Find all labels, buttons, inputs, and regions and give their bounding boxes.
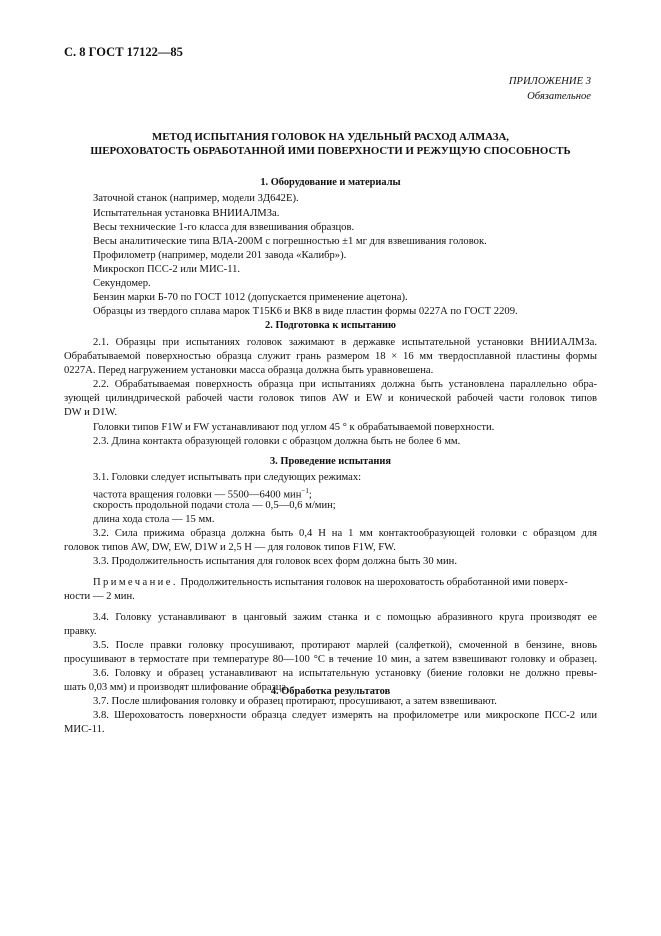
paragraph-2-1: 2.1. Образцы при испытаниях головок зажимают в державке испытательной установки ВНИИАЛМЗа. <box>93 337 597 348</box>
paragraph-3-5: 3.5. После правки головку просушивают, протирают марлей (салфеткой), смоченной в бензине, вновь <box>93 640 597 651</box>
paragraph-3-6: 3.6. Головку и образец устанавливают на испытательную установку (биение головки не должно превы- <box>93 668 597 679</box>
document-title-line-1: МЕТОД ИСПЫТАНИЯ ГОЛОВОК НА УДЕЛЬНЫЙ РАСХОД АЛМАЗА, <box>152 131 509 143</box>
appendix-status: Обязательное <box>527 91 591 102</box>
paragraph-2-2: DW и D1W. <box>64 407 118 418</box>
section-heading-1: 1. Оборудование и материалы <box>260 177 401 188</box>
paragraph-3-8: 3.8. Шероховатость поверхности образца следует измерять на профилометре или микроскопе ПСС-2 или <box>93 710 597 721</box>
page-header: С. 8 ГОСТ 17122—85 <box>64 45 183 59</box>
paragraph-3-8: МИС-11. <box>64 724 105 735</box>
paragraph-2-3: 2.3. Длина контакта образующей головки с образцом должна быть не более 6 мм. <box>93 436 461 447</box>
paragraph-3-2: головок типов AW, DW, EW, D1W и 2,5 Н — для головок типов F1W, FW. <box>64 542 396 553</box>
equipment-item: Профилометр (например, модели 201 завода «Калибр»). <box>93 250 347 261</box>
paragraph-3-7: 3.7. После шлифования головку и образец протирают, просушивают, а затем взвешивают. <box>93 696 497 707</box>
equipment-item: Микроскоп ПСС-2 или МИС-11. <box>93 264 241 275</box>
paragraph-2-1: 0227А. Перед нагружением установки масса образца должна быть уравновешена. <box>64 365 434 376</box>
equipment-item: Бензин марки Б-70 по ГОСТ 1012 (допускается применение ацетона). <box>93 292 408 303</box>
equipment-item: Заточной станок (например, модели 3Д642Е). <box>93 193 299 204</box>
paragraph-2-2: 2.2. Обрабатываемая поверхность образца при испытаниях должна быть установлена параллельно обра- <box>93 379 597 390</box>
paragraph-2-2: зующей цилиндрической рабочей части головок типов AW и EW и конической рабочей части головок типов <box>64 393 597 404</box>
section-heading-2: 2. Подготовка к испытанию <box>265 320 396 331</box>
paragraph-3-1: 3.1. Головки следует испытывать при следующих режимах: <box>93 472 362 483</box>
paragraph-3-4: правку. <box>64 626 97 637</box>
paragraph-3-2: 3.2. Сила прижима образца должна быть 0,4 Н на 1 мм контактообразующей головки с образцом для <box>93 528 597 539</box>
mode-feed-speed: скорость продольной подачи стола — 0,5—0,6 м/мин; <box>93 500 336 511</box>
paragraph-2-2: Головки типов F1W и FW устанавливают под углом 45 ° к обрабатываемой поверхности. <box>93 422 495 433</box>
equipment-item: Испытательная установка ВНИИАЛМЗа. <box>93 208 280 219</box>
paragraph-3-4: 3.4. Головку устанавливают в цанговый зажим станка и с помощью абразивного круга производят ее <box>93 612 597 623</box>
document-title-line-2: ШЕРОХОВАТОСТЬ ОБРАБОТАННОЙ ИМИ ПОВЕРХНОСТИ И РЕЖУЩУЮ СПОСОБНОСТЬ <box>90 145 571 157</box>
mode-stroke-length: длина хода стола — 15 мм. <box>93 514 215 525</box>
equipment-item: Секундомер. <box>93 278 151 289</box>
section-heading-3: 3. Проведение испытания <box>269 456 392 467</box>
equipment-item: Образцы из твердого сплава марок Т15К6 и ВК8 в виде пластин формы 0227А по ГОСТ 2209. <box>93 306 518 317</box>
equipment-item: Весы аналитические типа ВЛА-200М с погрешностью ±1 мг для взвешивания головок. <box>93 236 487 247</box>
paragraph-2-1: Обрабатываемой поверхностью образца служит грань размером 18 × 16 мм твердосплавной пластины формы <box>64 351 597 362</box>
note-line-1: Примечание. Продолжительность испытания головок на шероховатость обработанной ими поверх- <box>93 577 568 588</box>
section-heading-4: 4. Обработка результатов <box>270 686 391 697</box>
equipment-item: Весы технические 1-го класса для взвешивания образцов. <box>93 222 355 233</box>
paragraph-3-6: шать 0,03 мм) и производят шлифование образца. <box>64 682 289 693</box>
note-label: Примечание. <box>93 577 178 588</box>
mode-rotation-frequency: частота вращения головки — 5500—6400 мин$^{-1}$; <box>93 487 312 501</box>
appendix-label: ПРИЛОЖЕНИЕ 3 <box>508 76 591 87</box>
paragraph-3-5: просушивают в термостате при температуре 80—100 °С в течение 10 мин, а затем взвешивают головку и образец. <box>64 654 597 665</box>
paragraph-3-3: 3.3. Продолжительность испытания для головок всех форм должна быть 30 мин. <box>93 556 457 567</box>
note-line-2: ности — 2 мин. <box>64 591 135 602</box>
